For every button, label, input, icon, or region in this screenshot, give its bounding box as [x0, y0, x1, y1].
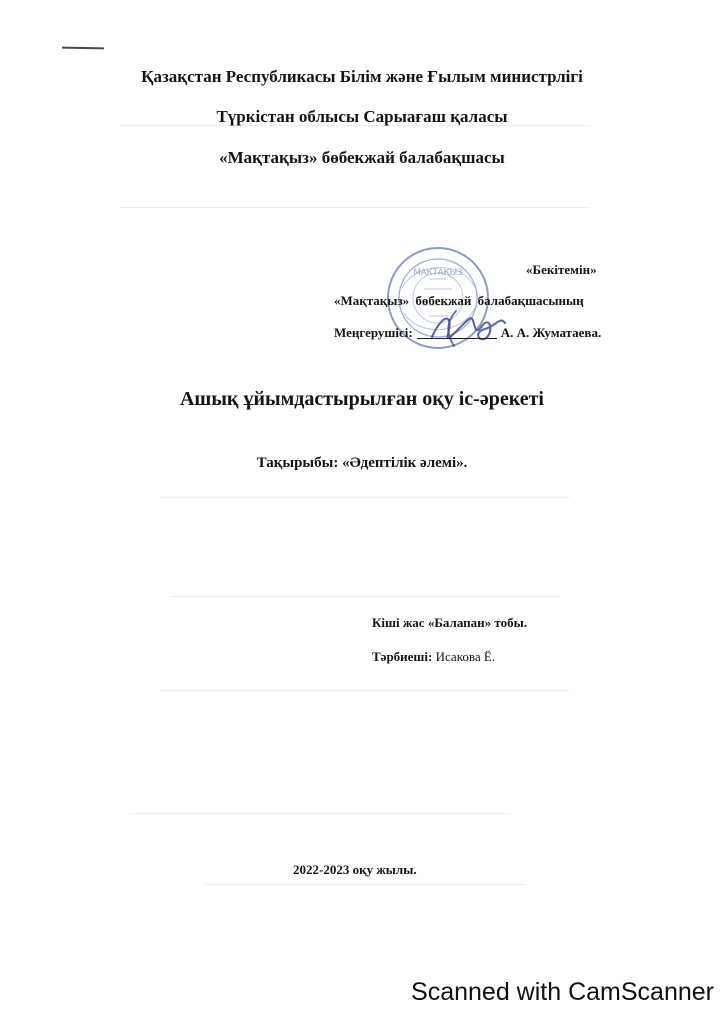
teacher-line [372, 650, 495, 663]
region-heading: Түркістан облысы Сарыағаш қаласы [216, 107, 508, 126]
faint-scan-line [170, 596, 560, 597]
teacher-label: Тәрбиеші: [372, 649, 433, 664]
teacher-name: Исакова Ё. [435, 649, 496, 664]
ministry-heading: Қазақстан Республикасы Білім және Ғылым министрлігі [141, 67, 583, 86]
lesson-title: Ашық ұйымдастырылған оқу іс-әрекеті [179, 388, 544, 410]
faint-scan-line [130, 813, 510, 814]
academic-year: 2022-2023 оқу жылы. [293, 862, 417, 877]
faint-scan-line [160, 690, 570, 691]
approval-organization: «Мақтақыз» бөбекжай балабақшасының [334, 293, 584, 308]
approval-name: А. А. Жуматаева. [500, 325, 602, 340]
approval-title: «Бекітемін» [526, 262, 597, 277]
group-name: Кіші жас «Балапан» тобы. [372, 615, 527, 630]
scan-edge-mark [62, 47, 104, 50]
faint-scan-line [120, 207, 590, 208]
kindergarten-heading: «Мақтақыз» бөбекжай балабақшасы [219, 148, 505, 167]
faint-scan-line [205, 884, 525, 885]
lesson-topic: Тақырыбы: «Әдептілік әлемі». [256, 455, 468, 471]
faint-scan-line [160, 497, 570, 498]
signature-space [417, 338, 497, 339]
camscanner-watermark: Scanned with CamScanner [411, 978, 714, 1006]
approval-signature-line [334, 326, 601, 339]
svg-text:МАКТАҚЫЗ: МАКТАҚЫЗ [413, 268, 463, 278]
approval-role: Меңгерушісі: [334, 325, 413, 340]
